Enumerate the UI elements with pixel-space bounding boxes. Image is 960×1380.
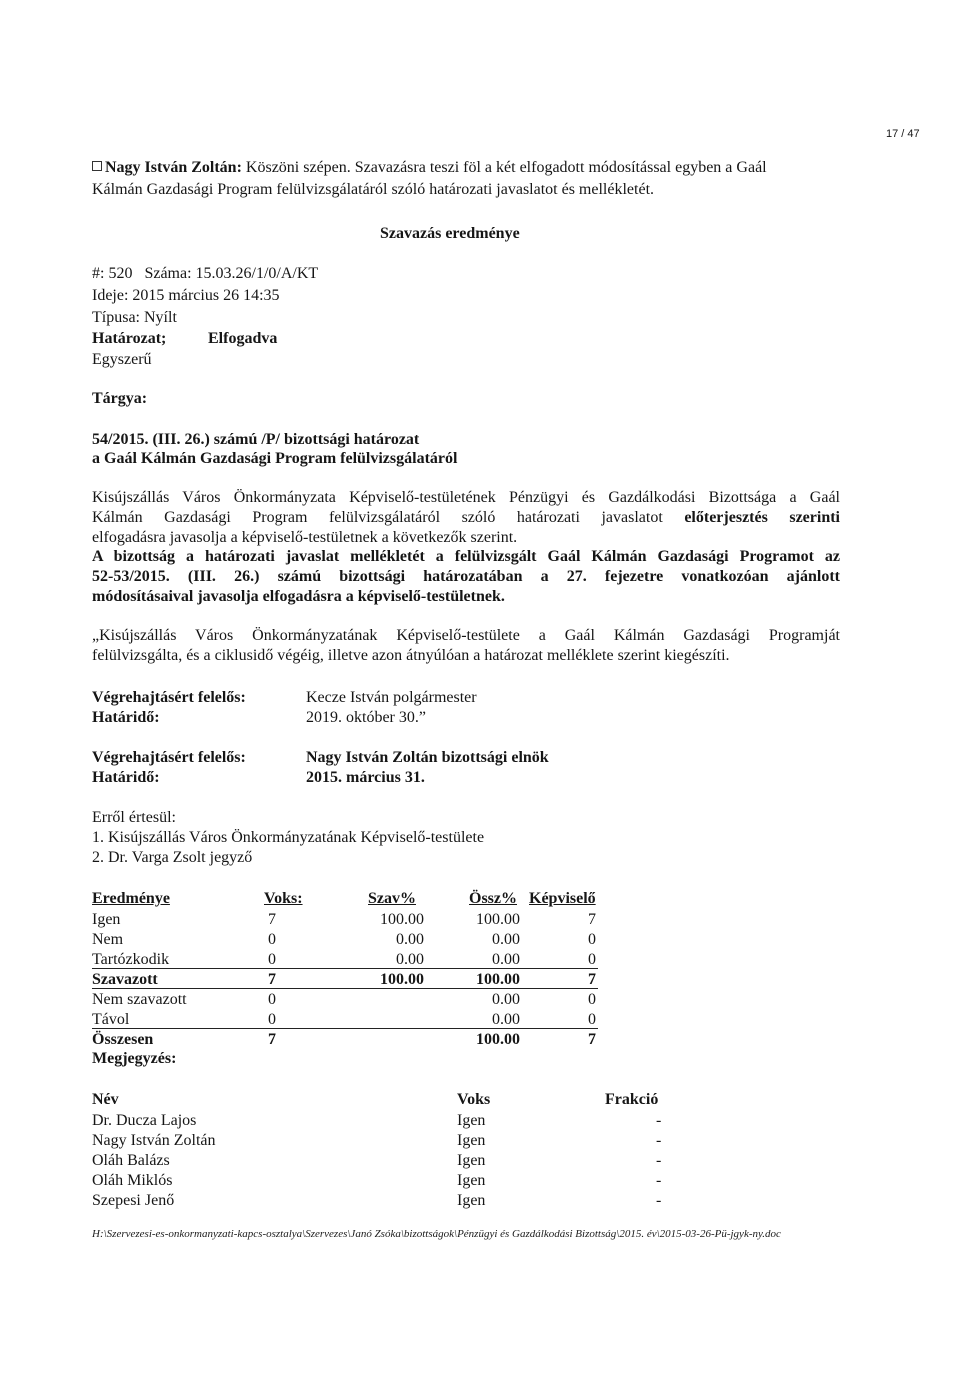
responsible-label-2: Végrehajtásért felelős:	[92, 749, 246, 766]
row-underline	[92, 968, 598, 969]
results-header-szav: Szav%	[368, 890, 416, 907]
member-faction: -	[656, 1172, 662, 1189]
member-faction: -	[656, 1192, 662, 1209]
results-header-kepviselo: Képviselő	[529, 890, 596, 907]
highlight-text: előterjesztés szerinti	[684, 509, 840, 526]
results-cell: 100.00	[476, 971, 520, 988]
results-cell: 0	[588, 1011, 596, 1028]
results-cell: 7	[268, 971, 276, 988]
paragraph-1-line-2: Kálmán Gazdasági Program felülvizsgálatáról szóló határozati javaslatot előterjesztés szerinti	[92, 509, 840, 526]
intro-line-1	[92, 158, 767, 178]
results-cell: 0.00	[492, 991, 520, 1008]
results-cell: Igen	[92, 911, 121, 928]
results-cell: Nem szavazott	[92, 991, 187, 1008]
row-underline	[92, 988, 598, 989]
names-header-frakcio: Frakció	[605, 1091, 659, 1108]
results-header-eredmenye: Eredménye	[92, 890, 170, 907]
results-cell: 7	[588, 911, 596, 928]
member-faction: -	[656, 1132, 662, 1149]
paragraph-1-line-1: Kisújszállás Város Önkormányzata Képviselő-testületének Pénzügyi és Gazdálkodási Bizottsága a Gaál	[92, 489, 840, 506]
member-vote: Igen	[457, 1192, 486, 1209]
paragraph-1-line-3: elfogadásra javasolja a képviselő-testületnek a következők szerint.	[92, 529, 518, 546]
results-cell: 100.00	[380, 971, 424, 988]
results-cell: Szavazott	[92, 971, 158, 988]
results-cell: 0	[268, 931, 276, 948]
paragraph-2	[92, 547, 840, 607]
results-cell: Tartózkodik	[92, 951, 170, 968]
paragraph-2-line-2: 52-53/2015. (III. 26.) számú bizottsági határozatában a 27. fejezetre vonatkozóan ajánlott	[92, 568, 840, 585]
member-vote: Igen	[457, 1112, 486, 1129]
results-cell: 100.00	[476, 911, 520, 928]
member-vote: Igen	[457, 1152, 486, 1169]
member-vote: Igen	[457, 1172, 486, 1189]
paragraph-2-line-1: A bizottság a határozati javaslat mellékletét a felülvizsgált Gaál Kálmán Gazdasági Programot az	[92, 548, 840, 565]
notify-label: Erről értesül:	[92, 809, 176, 826]
row-underline	[92, 1028, 598, 1029]
responsible-value-2: Nagy István Zoltán bizottsági elnök	[306, 749, 549, 766]
results-header-ossz: Össz%	[469, 890, 517, 907]
deadline-value-2: 2015. március 31.	[306, 769, 425, 786]
checkbox-icon	[92, 161, 102, 171]
paragraph-3	[92, 626, 840, 666]
intro-line-2: Kálmán Gazdasági Program felülvizsgálatáról szóló határozati javaslatot és mellékletét.	[92, 181, 655, 198]
results-cell: 0	[268, 1011, 276, 1028]
results-cell: 0	[268, 991, 276, 1008]
member-name: Szepesi Jenő	[92, 1192, 175, 1209]
responsible-label-1: Végrehajtásért felelős:	[92, 689, 246, 706]
resolution-title-1: 54/2015. (III. 26.) számú /P/ bizottsági határozat	[92, 431, 420, 448]
names-header-nev: Név	[92, 1091, 119, 1108]
member-name: Nagy István Zoltán	[92, 1132, 216, 1149]
paragraph-3-line-1: „Kisújszállás Város Önkormányzatának Képviselő-testülete a Gaál Kálmán Gazdasági Programját	[92, 627, 840, 644]
responsible-value-1: Kecze István polgármester	[306, 689, 477, 706]
deadline-label-1: Határidő:	[92, 709, 160, 726]
names-header-voks: Voks	[457, 1091, 491, 1108]
decision-value: Elfogadva	[208, 330, 278, 347]
subject-label: Tárgya:	[92, 390, 148, 407]
results-cell: 0.00	[492, 951, 520, 968]
vote-type: Típusa: Nyílt	[92, 309, 177, 326]
results-cell: 100.00	[380, 911, 424, 928]
page-number: 17 / 47	[886, 128, 920, 140]
member-faction: -	[656, 1152, 662, 1169]
results-cell: 0.00	[396, 951, 424, 968]
paragraph-3-line-2: felülvizsgálta, és a ciklusidő végéig, illetve azon átnyúlóan a határozat melléklete szerint kiegészíti.	[92, 647, 730, 664]
results-cell: 0.00	[396, 931, 424, 948]
deadline-label-2: Határidő:	[92, 769, 160, 786]
decision-label: Határozat;	[92, 330, 167, 347]
results-cell: 0	[588, 991, 596, 1008]
results-cell: 100.00	[476, 1031, 520, 1048]
results-cell: 7	[588, 971, 596, 988]
member-name: Dr. Ducza Lajos	[92, 1112, 197, 1129]
file-path-footer: H:\Szervezesi-es-onkormanyzati-kapcs-osztalya\Szervezes\Janó Zsóka\bizottságok\Pénzügyi és Gazdálkodási Bizottság\2015. év\2015-03-26-Pü-jgyk-ny.doc	[92, 1228, 781, 1240]
vote-simple: Egyszerű	[92, 351, 152, 368]
results-cell: Nem	[92, 931, 124, 948]
results-cell: Távol	[92, 1011, 130, 1028]
results-cell: 0	[588, 951, 596, 968]
notify-item-1: 1. Kisújszállás Város Önkormányzatának Képviselő-testülete	[92, 829, 485, 846]
deadline-value-1: 2019. október 30.”	[306, 709, 426, 726]
results-cell: 0.00	[492, 1011, 520, 1028]
results-cell: 0.00	[492, 931, 520, 948]
speaker-name: Nagy István Zoltán:	[105, 159, 242, 176]
results-header-voks: Voks:	[264, 890, 303, 907]
member-faction: -	[656, 1112, 662, 1129]
results-cell: 0	[268, 951, 276, 968]
notify-item-2: 2. Dr. Varga Zsolt jegyző	[92, 849, 253, 866]
vote-header: Szavazás eredménye	[380, 225, 520, 242]
notes-label: Megjegyzés:	[92, 1050, 177, 1067]
member-name: Oláh Balázs	[92, 1152, 170, 1169]
resolution-title-2: a Gaál Kálmán Gazdasági Program felülvizsgálatáról	[92, 450, 458, 467]
intro-text: Köszöni szépen. Szavazásra teszi föl a két elfogadott módosítással egyben a Gaál	[241, 159, 767, 176]
vote-number: #: 520 Száma: 15.03.26/1/0/A/KT	[92, 265, 319, 282]
member-name: Oláh Miklós	[92, 1172, 173, 1189]
results-cell: 7	[268, 911, 276, 928]
results-cell: 0	[588, 931, 596, 948]
paragraph-1	[92, 488, 840, 548]
results-cell: 7	[588, 1031, 596, 1048]
paragraph-2-line-3: módosításaival javasolja elfogadásra a képviselő-testületnek.	[92, 588, 505, 605]
member-vote: Igen	[457, 1132, 486, 1149]
results-cell: 7	[268, 1031, 276, 1048]
vote-date: Ideje: 2015 március 26 14:35	[92, 287, 280, 304]
results-cell: Összesen	[92, 1031, 154, 1048]
